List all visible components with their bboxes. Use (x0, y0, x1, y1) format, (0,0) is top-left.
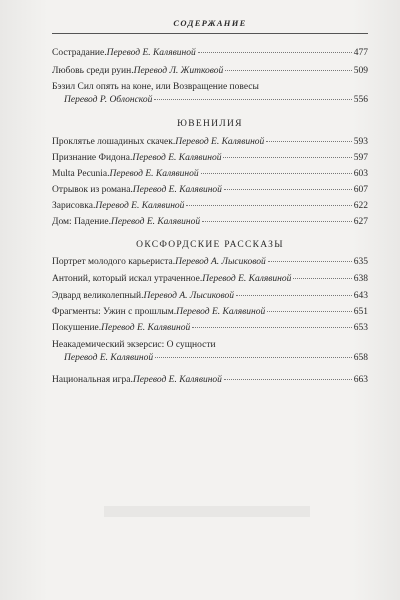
entry-page: 643 (353, 291, 368, 301)
entry-page: 635 (353, 257, 368, 267)
entry-translator: Перевод Е. Калявиной (132, 185, 222, 195)
entry-title: Зарисовка. (52, 201, 96, 211)
entry-translator: Перевод Е. Калявиной (106, 48, 196, 58)
toc-entry[interactable] (52, 168, 368, 181)
leader-dots (201, 172, 352, 174)
faint-bleedthrough (104, 506, 310, 517)
entry-translator: Перевод Р. Облонской (64, 95, 153, 105)
entry-title: Эдвард великолепный. (52, 291, 144, 301)
entry-translator: Перевод Е. Калявиной (132, 375, 222, 385)
leader-dots (267, 310, 352, 312)
entry-translator: Перевод Е. Калявиной (110, 217, 201, 227)
header-rule (52, 33, 368, 34)
entry-translator: Перевод Е. Калявиной (176, 307, 266, 317)
entry-page: 593 (353, 137, 368, 147)
toc-entry[interactable] (52, 322, 368, 335)
entry-page: 622 (353, 201, 368, 211)
entry-title: Покушение. (52, 323, 102, 333)
page-title: СОДЕРЖАНИЕ (173, 18, 247, 28)
leader-dots (293, 277, 351, 279)
entry-title: Признание Фидона. (52, 153, 133, 163)
entry-translator: Перевод Л. Житковой (133, 66, 224, 76)
toc-entry[interactable] (52, 256, 368, 269)
entry-translator: Перевод Е. Калявиной (64, 353, 154, 363)
entry-title: Неакадемический экзерсис: О сущности (52, 340, 216, 350)
leader-dots (236, 294, 352, 296)
entry-page: 658 (353, 353, 368, 363)
entry-page: 597 (353, 153, 368, 163)
entry-page: 603 (353, 169, 368, 179)
leader-dots (224, 378, 352, 380)
toc-entry[interactable] (52, 200, 368, 213)
entry-translator: Перевод Е. Калявиной (132, 153, 222, 163)
entry-page: 638 (353, 274, 368, 284)
entry-title: Бэзил Сил опять на коне, или Возвращение повесы (52, 82, 259, 92)
page-header (52, 18, 368, 34)
leader-dots (154, 98, 351, 100)
section-heading-oxford: ОКСФОРДСКИЕ РАССКАЗЫ (136, 240, 284, 250)
entry-title: Портрет молодого карьериста. (52, 257, 176, 267)
toc-entry[interactable] (52, 65, 368, 78)
entry-title: Национальная игра. (52, 375, 133, 385)
entry-page: 607 (353, 185, 368, 195)
leader-dots (268, 260, 352, 262)
entry-page: 556 (353, 95, 368, 105)
entry-page: 653 (353, 323, 368, 333)
leader-dots (224, 188, 352, 190)
toc-entry[interactable] (52, 306, 368, 319)
entry-translator: Перевод Е. Калявиной (95, 201, 185, 211)
entry-title: Антоний, который искал утраченное. (52, 274, 203, 284)
entry-title: Сострадание. (52, 48, 107, 58)
entry-translator: Перевод А. Лысиковой (175, 257, 266, 267)
toc-entry[interactable] (52, 184, 368, 197)
entry-title: Дом: Падение. (52, 217, 111, 227)
entry-translator: Перевод Е. Калявиной (109, 169, 199, 179)
entry-title: Multa Pecunia. (52, 169, 110, 179)
leader-dots (198, 51, 352, 53)
entry-translator: Перевод Е. Калявиной (202, 274, 292, 284)
leader-dots (202, 220, 352, 222)
section-heading-juvenilia: ЮВЕНИЛИЯ (177, 119, 243, 129)
entry-page: 627 (353, 217, 368, 227)
entry-page: 509 (353, 66, 368, 76)
toc-entry[interactable] (52, 152, 368, 165)
entry-translator: Перевод Е. Калявиной (175, 137, 265, 147)
leader-dots (266, 140, 351, 142)
leader-dots (186, 204, 351, 206)
leader-dots (155, 356, 352, 358)
entry-title: Любовь среди руин. (52, 66, 134, 76)
entry-page: 663 (353, 375, 368, 385)
toc-entry[interactable] (52, 339, 368, 365)
toc-entry[interactable] (52, 136, 368, 149)
toc-entry[interactable] (52, 216, 368, 229)
leader-dots (225, 69, 351, 71)
entry-title: Проклятье лошадиных скачек. (52, 137, 176, 147)
toc-entry[interactable] (52, 81, 368, 107)
toc-entry[interactable] (52, 374, 368, 387)
entry-translator: Перевод Е. Калявиной (101, 323, 191, 333)
entry-page: 477 (353, 48, 368, 58)
entry-translator: Перевод А. Лысиковой (143, 291, 235, 301)
entry-page: 651 (353, 307, 368, 317)
toc-entry[interactable] (52, 273, 368, 286)
entry-title: Фрагменты: Ужин с прошлым. (52, 307, 177, 317)
toc-entry[interactable] (52, 47, 368, 60)
leader-dots (223, 156, 351, 158)
leader-dots (192, 326, 352, 328)
toc-entry[interactable] (52, 290, 368, 303)
entry-title: Отрывок из романа. (52, 185, 133, 195)
